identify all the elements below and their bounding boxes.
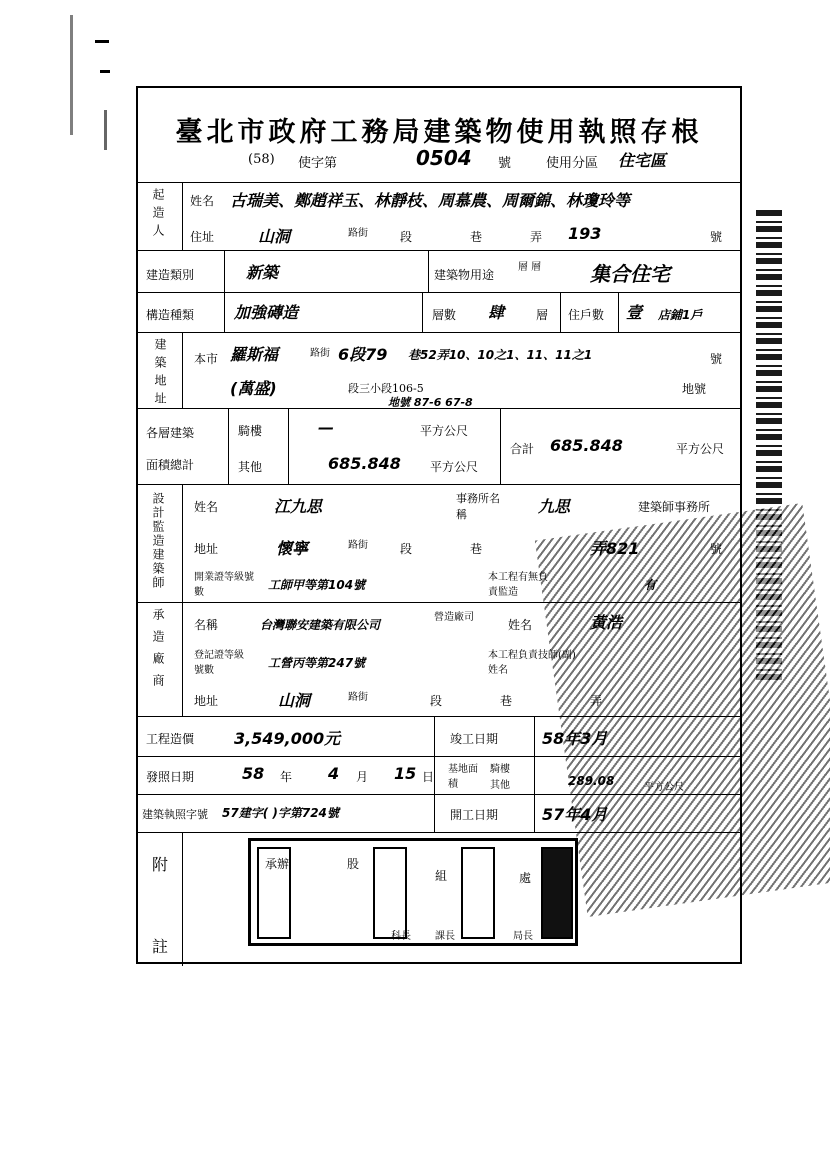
stamp-label-2: 股 [347,857,360,871]
issue-year: 58 [242,764,265,783]
units-extra: 店鋪1戶 [658,308,703,322]
stamp-cell-1 [257,847,291,939]
arcade-value: — [318,418,334,437]
applicant-name-value: 古瑞美、鄭趙祥玉、林靜枝、周慕農、周爾錦、林瓊玲等 [230,191,631,210]
designer-name-label: 姓名 [194,500,219,514]
other-label: 其他 [238,460,263,474]
contractor-name-value: 台灣聯安建築有限公司 [260,618,381,632]
contractor-owner-label: 姓名 [508,618,533,632]
location-road: 羅斯福 [230,345,279,364]
permit-label: 建築執照字號 [142,808,208,821]
base-value: 289.08 [568,774,615,788]
issue-month-unit: 月 [356,770,369,784]
location-no-label: 號 [710,352,723,366]
stamp-label-4: 處 [519,871,532,885]
issue-label: 發照日期 [146,770,195,784]
contractor-section-label-2: 段 [430,694,443,708]
other-value: 685.848 [328,454,401,473]
notes-label-bottom: 註 [152,937,169,956]
units-label: 住戶數 [568,308,605,322]
designer-name-value: 江九思 [274,497,323,516]
floors-value: 肆 [488,303,505,322]
location-lane-info: 巷52弄10、10之1、11、11之1 [408,348,593,362]
issue-day-unit: 日 [422,770,435,784]
stamp-cell-2 [373,847,407,939]
stamp-label-6: 科長 [391,931,411,942]
designer-office-value: 九思 [538,497,571,516]
contractor-manager-label: 營造廠司 [434,612,474,623]
contractor-name-label: 名稱 [194,618,219,632]
structure-value: 加強磚造 [234,303,299,322]
stamp-cell-4 [541,847,573,939]
base-label: 基地面積 [448,764,478,790]
area-label-top: 各層建築 [146,426,195,440]
applicant-no-label: 號 [710,230,723,244]
scan-speck [100,70,110,73]
approval-stamp [248,838,578,946]
location-label: 建築地址 [153,338,167,410]
location-district: (萬盛) [230,379,277,398]
location-road-label: 路街 [310,348,330,359]
designer-license-value: 工師甲等第104號 [268,578,366,592]
floor-unit: 層 [536,308,549,322]
base-other: 其他 [490,780,510,791]
designer-section-label: 設計監造建築師 [151,492,165,590]
zone-label: 使用分區 [546,156,599,171]
issue-year-unit: 年 [280,770,293,784]
contractor-addr-label: 地址 [194,694,219,708]
area-label-bottom: 面積總計 [146,458,195,472]
units-value: 壹 [626,303,643,322]
floor-marks: 層 層 [518,262,542,273]
contractor-section-label: 承造廠商 [151,608,165,696]
designer-liability-label: 本工程有無負責監造 [488,572,548,598]
stamp-label-1: 承辦 [265,857,290,871]
finish-value: 58年3月 [542,729,608,748]
designer-addr-number: 弄821 [590,539,640,558]
floors-label: 層數 [432,308,457,322]
applicant-road-label: 路街 [348,228,368,239]
issue-month: 4 [328,764,340,783]
total-unit: 平方公尺 [676,442,725,456]
contractor-lane-label: 巷 [500,694,513,708]
location-district-detail: 段三小段106-5 [348,382,424,395]
scan-speck [70,15,73,135]
applicant-section-label: 起造人 [151,188,165,242]
contractor-addr-value: 山洞 [278,691,311,710]
total-label: 合計 [510,442,535,456]
contractor-license-value: 工營丙等第247號 [268,656,366,670]
contractor-license-label: 登記證等級號數 [194,650,244,676]
designer-no-label: 號 [710,542,723,556]
cost-value: 3,549,000元 [234,729,341,748]
building-type-value: 新築 [246,263,279,282]
base-arcade: 騎樓 [490,764,510,775]
applicant-addr-label: 住址 [190,230,215,244]
applicant-addr-city: 山洞 [258,227,291,246]
scan-speck [95,40,109,43]
designer-lane-label: 巷 [470,542,483,556]
stamp-label-5: 局長 [513,931,533,942]
location-lot-detail: 地號 87-6 67-8 [388,396,473,409]
scan-speck [104,110,107,150]
zone-value: 住宅區 [618,151,667,170]
location-lot-label: 地號 [682,382,707,396]
location-section: 6段79 [338,345,388,364]
form-title: 臺北市政府工務局建築物使用執照存根 [175,117,703,148]
permit-value: 57建字( )字第724號 [222,806,339,820]
start-label: 開工日期 [450,808,499,822]
permit-word: 使字第 [298,156,338,171]
contractor-tech-label: 本工程負責技師(副)姓名 [488,650,576,676]
stamp-label-7: 課長 [435,931,455,942]
building-use-label: 建築物用途 [434,268,495,282]
designer-license-label: 開業證等級號數 [194,572,254,598]
issue-day: 15 [394,764,417,783]
applicant-addr-number: 193 [568,224,602,243]
arcade-unit: 平方公尺 [420,424,469,438]
contractor-owner-value: 黃浩 [590,613,623,632]
stamp-label-3: 組 [435,869,448,883]
structure-label: 構造種類 [146,308,195,322]
cost-label: 工程造價 [146,732,195,746]
applicant-section-label-2: 段 [400,230,413,244]
permit-suffix: 號 [498,156,512,171]
other-unit: 平方公尺 [430,460,479,474]
arcade-label: 騎樓 [238,424,263,438]
location-city-prefix: 本市 [194,352,219,366]
designer-office-label: 事務所名稱 [456,492,500,521]
start-value: 57年4月 [542,805,608,824]
applicant-name-label: 姓名 [190,194,215,208]
designer-addr-label: 地址 [194,542,219,556]
applicant-alley-label: 弄 [530,230,543,244]
designer-section-label: 段 [400,542,413,556]
total-value: 685.848 [550,436,623,455]
building-type-label: 建造類別 [146,268,195,282]
year-prefix: (58) [248,152,275,167]
base-unit: 平方公尺 [644,782,684,793]
stamp-cell-3 [461,847,495,939]
building-use-value: 集合住宅 [590,262,670,286]
permit-form [136,86,742,964]
contractor-road-label: 路街 [348,692,368,703]
notes-label-top: 附 [152,855,169,874]
applicant-lane-label: 巷 [470,230,483,244]
designer-addr-value: 懷寧 [276,539,309,558]
contractor-alley-label: 弄 [590,694,603,708]
finish-label: 竣工日期 [450,732,499,746]
permit-number: 0504 [416,146,472,170]
designer-liability-value: 有 [644,578,657,592]
designer-road-label: 路街 [348,540,368,551]
designer-office-suffix: 建築師事務所 [638,500,711,514]
